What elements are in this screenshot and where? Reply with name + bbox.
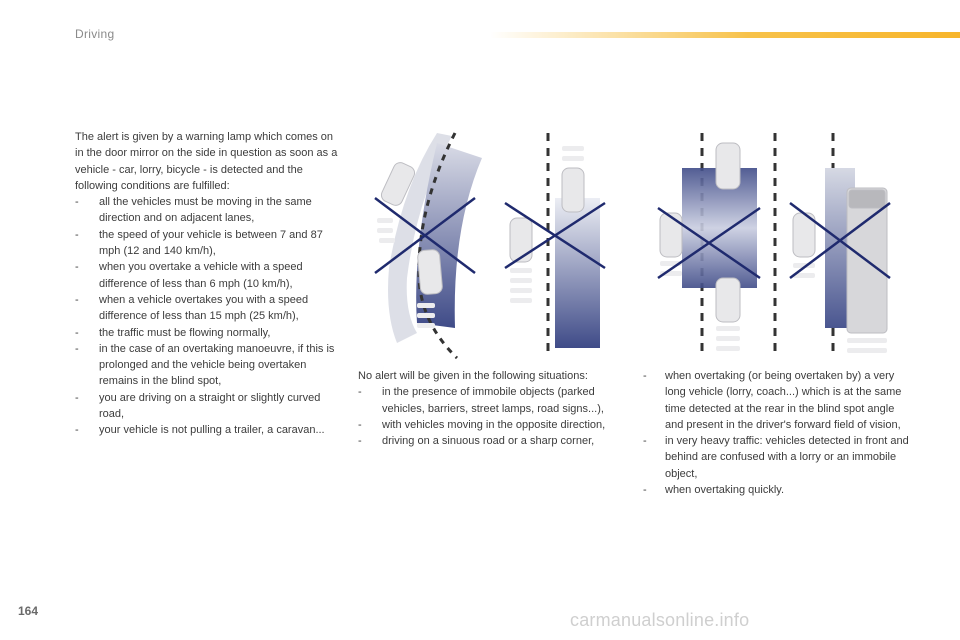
no-alert-continued-section <box>643 368 913 498</box>
list-item: - when overtaking quickly. <box>643 482 913 498</box>
list-item: - you are driving on a straight or slightly curved road, <box>75 390 340 423</box>
section-title: Driving <box>75 27 115 41</box>
no-alert-list <box>358 384 626 449</box>
no-alert-intro: No alert will be given in the following situations: <box>358 370 588 382</box>
list-item: - your vehicle is not pulling a trailer, a caravan... <box>75 422 340 438</box>
list-item: - the traffic must be flowing normally, <box>75 325 340 341</box>
illustration-sinuous-road <box>357 128 487 363</box>
list-item: - the speed of your vehicle is between 7 and 87 mph (12 and 140 km/h), <box>75 227 340 260</box>
list-item: - with vehicles moving in the opposite direction, <box>358 417 626 433</box>
list-item: - when overtaking (or being overtaken by) a very long vehicle (lorry, coach...) which is at the same time detected at the rear in the blind spot angle and present in the driver's forward field of vision, <box>643 368 913 433</box>
page-number: 164 <box>18 604 39 618</box>
conditions-intro: The alert is given by a warning lamp which comes on in the door mirror on the side in question as soon as a vehicle - car, lorry, bicycle - is detected and the following conditions are fulfilled: <box>75 131 338 192</box>
list-item: - in very heavy traffic: vehicles detected in front and behind are confused with a lorry or an immobile object, <box>643 433 913 482</box>
list-item: - when a vehicle overtakes you with a speed difference of less than 15 mph (25 km/h), <box>75 292 340 325</box>
watermark: carmanualsonline.info <box>570 610 750 630</box>
illustration-opposite-direction <box>500 128 610 363</box>
header-accent-bar <box>490 32 960 38</box>
conditions-section <box>75 129 340 439</box>
illustration-long-vehicle <box>650 128 780 363</box>
list-item: - when you overtake a vehicle with a speed difference of less than 6 mph (10 km/h), <box>75 259 340 292</box>
list-item: - driving on a sinuous road or a sharp corner, <box>358 433 626 449</box>
list-item: - in the case of an overtaking manoeuvre, if this is prolonged and the vehicle being overtaken remains in the blind spot, <box>75 341 340 390</box>
conditions-list <box>75 194 340 438</box>
no-alert-continued-list <box>643 368 913 498</box>
illustration-heavy-traffic <box>785 128 895 363</box>
list-item: - in the presence of immobile objects (parked vehicles, barriers, street lamps, road signs...), <box>358 384 626 417</box>
list-item: - all the vehicles must be moving in the same direction and on adjacent lanes, <box>75 194 340 227</box>
no-alert-section <box>358 368 626 449</box>
